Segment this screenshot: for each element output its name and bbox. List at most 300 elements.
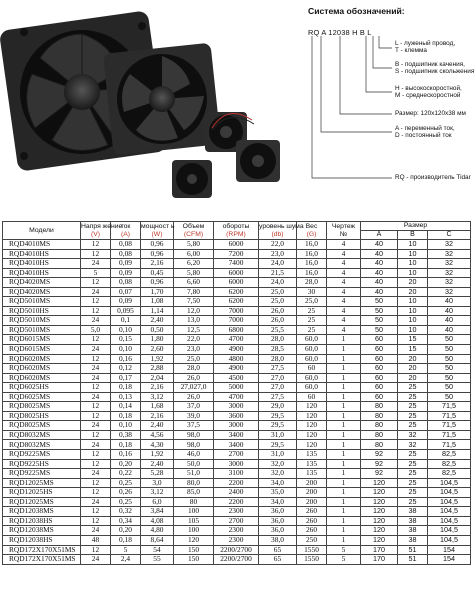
table-cell: 40 — [428, 325, 471, 335]
table-cell: 60 — [361, 383, 398, 393]
table-cell: 82,5 — [428, 450, 471, 460]
table-cell: 38 — [398, 516, 428, 526]
table-cell: 2200 — [214, 478, 259, 488]
legend-item-speed: H - высокоскоростной, M - среднескоростной — [395, 85, 462, 100]
table-cell: 25 — [398, 383, 428, 393]
table-cell: 37,0 — [174, 402, 214, 412]
table-cell: 38 — [398, 507, 428, 517]
table-cell: 4,30 — [141, 440, 174, 450]
table-cell: 1 — [327, 459, 361, 469]
table-cell: 27,5 — [259, 392, 297, 402]
table-cell: 28,0 — [259, 335, 297, 345]
table-cell: 21,5 — [259, 268, 297, 278]
table-cell: 200 — [297, 497, 327, 507]
table-cell: 39,0 — [174, 411, 214, 421]
table-cell: 20 — [398, 278, 428, 288]
table-cell: 80 — [361, 421, 398, 431]
table-cell: 10 — [398, 259, 428, 269]
table-cell: 120 — [361, 488, 398, 498]
table-cell: 32,0 — [259, 469, 297, 479]
table-cell: 25 — [398, 488, 428, 498]
table-cell: 1 — [327, 478, 361, 488]
table-cell: 1 — [327, 497, 361, 507]
table-cell: RQD6015MS — [3, 335, 81, 345]
table-cell: 28,0 — [174, 364, 214, 374]
table-cell: 50 — [428, 383, 471, 393]
table-row — [3, 259, 471, 269]
table-cell: 3400 — [214, 440, 259, 450]
table-cell: 12 — [81, 507, 111, 517]
table-cell: 38 — [398, 535, 428, 545]
table-cell: 25 — [398, 478, 428, 488]
table-cell: 5,0 — [81, 325, 111, 335]
table-cell: 2,16 — [141, 383, 174, 393]
table-cell: 6000 — [214, 278, 259, 288]
table-cell: 1 — [327, 516, 361, 526]
table-cell: RQD6025HS — [3, 383, 81, 393]
table-cell: 34,0 — [259, 497, 297, 507]
table-cell: 0,1 — [111, 316, 141, 326]
col-header-model: Модели — [3, 222, 81, 240]
table-cell: 4 — [327, 287, 361, 297]
table-cell: 51,0 — [174, 469, 214, 479]
table-cell: 40 — [428, 306, 471, 316]
table-cell: 12 — [81, 402, 111, 412]
table-cell: 50 — [428, 335, 471, 345]
table-cell: 10 — [398, 249, 428, 259]
table-cell: 135 — [297, 469, 327, 479]
table-cell: 51 — [398, 545, 428, 555]
table-cell: 10 — [398, 268, 428, 278]
fan-specs-rows — [3, 240, 471, 565]
table-cell: 1 — [327, 507, 361, 517]
col-header-current: ток (A) — [111, 222, 141, 240]
table-cell: 38 — [398, 526, 428, 536]
table-cell: 1 — [327, 469, 361, 479]
col-header-weight: Вес (G) — [297, 222, 327, 240]
table-row — [3, 278, 471, 288]
table-cell: 24 — [81, 364, 111, 374]
table-cell: 15 — [398, 335, 428, 345]
table-cell: 12 — [81, 516, 111, 526]
table-cell: 7000 — [214, 306, 259, 316]
table-cell: 1 — [327, 402, 361, 412]
table-cell: 4700 — [214, 335, 259, 345]
table-cell: 1,92 — [141, 354, 174, 364]
table-cell: 104,5 — [428, 535, 471, 545]
table-cell: 0,96 — [141, 249, 174, 259]
table-cell: 6200 — [214, 297, 259, 307]
table-cell: 4 — [327, 297, 361, 307]
table-cell: 4,56 — [141, 430, 174, 440]
table-cell: 1,08 — [141, 297, 174, 307]
table-cell: 27,027,0 — [174, 383, 214, 393]
table-cell: 25 — [398, 459, 428, 469]
table-cell: 4 — [327, 268, 361, 278]
table-cell: 31,0 — [259, 450, 297, 460]
col-header-size-b: B — [398, 231, 428, 240]
table-cell: 60 — [361, 364, 398, 374]
table-cell: 135 — [297, 459, 327, 469]
table-cell: 27,5 — [259, 364, 297, 374]
table-cell: 6,00 — [174, 249, 214, 259]
table-cell: 3100 — [214, 469, 259, 479]
col-header-airflow: Объем (CFM) — [174, 222, 214, 240]
table-cell: 12 — [81, 249, 111, 259]
col-header-voltage: Напря жение (V) — [81, 222, 123, 238]
table-cell: 200 — [297, 478, 327, 488]
table-cell: 38,0 — [259, 535, 297, 545]
table-cell: 24 — [81, 316, 111, 326]
table-cell: 0,32 — [111, 507, 141, 517]
table-cell: 12 — [81, 488, 111, 498]
table-cell: 0,22 — [111, 469, 141, 479]
table-cell: 13,0 — [174, 316, 214, 326]
table-cell: 7,80 — [174, 287, 214, 297]
table-cell: 71,5 — [428, 421, 471, 431]
table-cell: 4 — [327, 325, 361, 335]
table-cell: 120 — [297, 440, 327, 450]
table-cell: 0,08 — [111, 278, 141, 288]
table-cell: 24 — [81, 345, 111, 355]
table-cell: 4900 — [214, 345, 259, 355]
table-cell: 40 — [361, 287, 398, 297]
table-cell: 12 — [81, 335, 111, 345]
table-cell: 5,80 — [174, 240, 214, 250]
table-cell: 40 — [361, 268, 398, 278]
table-cell: 2,04 — [141, 373, 174, 383]
table-cell: 12 — [81, 545, 111, 555]
table-cell: 82,5 — [428, 459, 471, 469]
medium-fan-image — [103, 43, 221, 156]
table-cell: 0,09 — [111, 297, 141, 307]
table-cell: 60,0 — [297, 373, 327, 383]
table-cell: 5,80 — [174, 268, 214, 278]
table-cell: RQD12038MS — [3, 526, 81, 536]
table-cell: 0,16 — [111, 354, 141, 364]
table-cell: 51 — [398, 555, 428, 565]
table-cell: 60 — [361, 373, 398, 383]
table-cell: 55 — [141, 555, 174, 565]
table-cell: 60 — [361, 354, 398, 364]
table-row — [3, 450, 471, 460]
table-cell: RQD9225HS — [3, 459, 81, 469]
table-cell: 10 — [398, 297, 428, 307]
table-cell: 60 — [297, 392, 327, 402]
table-cell: 80,0 — [174, 478, 214, 488]
table-cell: 0,18 — [111, 383, 141, 393]
table-cell: 4,80 — [141, 526, 174, 536]
table-cell: 80 — [174, 497, 214, 507]
table-cell: 104,5 — [428, 516, 471, 526]
table-cell: 12 — [81, 297, 111, 307]
table-cell: RQD6020MS — [3, 364, 81, 374]
table-cell: 0,10 — [111, 345, 141, 355]
table-cell: 23,0 — [174, 345, 214, 355]
table-cell: 20 — [398, 373, 428, 383]
table-cell: 71,5 — [428, 411, 471, 421]
table-cell: RQD4020MS — [3, 287, 81, 297]
table-cell: 85,0 — [174, 488, 214, 498]
table-cell: 100 — [174, 507, 214, 517]
table-cell: 25,5 — [259, 325, 297, 335]
table-cell: 40 — [361, 249, 398, 259]
table-cell: 104,5 — [428, 507, 471, 517]
table-cell: 120 — [361, 516, 398, 526]
table-cell: 0,38 — [111, 430, 141, 440]
table-cell: 2300 — [214, 535, 259, 545]
table-cell: 25 — [398, 411, 428, 421]
legend-code: RQ A 12038 H B L — [308, 28, 372, 37]
legend-item-manufacturer: RQ - производитель Tidar — [395, 174, 471, 181]
table-cell: 4500 — [214, 373, 259, 383]
table-cell: 25 — [297, 306, 327, 316]
table-cell: 12 — [81, 450, 111, 460]
table-cell: 50 — [428, 373, 471, 383]
table-cell: 1 — [327, 383, 361, 393]
table-cell: 2,40 — [141, 421, 174, 431]
table-cell: 6,0 — [141, 497, 174, 507]
table-cell: 120 — [361, 526, 398, 536]
table-row — [3, 402, 471, 412]
legend-item-current: A - переменный ток, D - постоянный ток — [395, 125, 455, 140]
table-cell: 4 — [327, 306, 361, 316]
table-cell: 32 — [428, 287, 471, 297]
table-cell: 60,0 — [297, 383, 327, 393]
table-cell: 10 — [398, 306, 428, 316]
table-cell: 36,0 — [259, 516, 297, 526]
table-cell: 1 — [327, 526, 361, 536]
table-cell: 28,5 — [259, 345, 297, 355]
table-cell: 6000 — [214, 268, 259, 278]
table-cell: 1550 — [297, 555, 327, 565]
table-cell: 2200 — [214, 497, 259, 507]
table-cell: 29,5 — [259, 421, 297, 431]
table-cell: 30 — [297, 287, 327, 297]
table-cell: 50 — [428, 392, 471, 402]
legend-item-bearing: B - подшипник качения, S - подшипник скольжения — [395, 61, 474, 76]
table-cell: 71,5 — [428, 440, 471, 450]
table-cell: 2,16 — [141, 411, 174, 421]
table-cell: RQD4010MS — [3, 240, 81, 250]
table-cell: 65 — [259, 545, 297, 555]
table-cell: 0,18 — [111, 411, 141, 421]
table-cell: 4 — [327, 259, 361, 269]
table-cell: RQD5010HS — [3, 306, 81, 316]
table-cell: 0,10 — [111, 421, 141, 431]
table-cell: 71,5 — [428, 430, 471, 440]
table-cell: 28,0 — [259, 354, 297, 364]
table-cell: 3000 — [214, 402, 259, 412]
table-cell: 92 — [361, 469, 398, 479]
table-cell: RQD12025MS — [3, 497, 81, 507]
table-cell: 26,0 — [259, 316, 297, 326]
table-cell: 1,68 — [141, 402, 174, 412]
table-cell: 54 — [141, 545, 174, 555]
table-cell: 7,50 — [174, 297, 214, 307]
table-cell: 2,60 — [141, 345, 174, 355]
table-cell: RQD6025MS — [3, 392, 81, 402]
table-row — [3, 488, 471, 498]
table-cell: 2,16 — [141, 259, 174, 269]
table-cell: 0,095 — [111, 306, 141, 316]
table-cell: 50 — [361, 316, 398, 326]
table-cell: 3,84 — [141, 507, 174, 517]
table-cell: 104,5 — [428, 478, 471, 488]
table-cell: 16,0 — [297, 240, 327, 250]
table-cell: 7000 — [214, 316, 259, 326]
table-cell: 12 — [81, 383, 111, 393]
table-cell: 4800 — [214, 354, 259, 364]
table-cell: 120 — [361, 507, 398, 517]
table-cell: 92 — [361, 450, 398, 460]
table-cell: 50,0 — [174, 459, 214, 469]
table-cell: 104,5 — [428, 526, 471, 536]
table-cell: 25 — [398, 402, 428, 412]
table-cell: RQD8032MS — [3, 440, 81, 450]
table-cell: 15 — [398, 345, 428, 355]
table-cell: 5 — [111, 545, 141, 555]
table-cell: 3000 — [214, 459, 259, 469]
legend-title: Система обозначений: — [308, 6, 405, 16]
table-cell: 12 — [81, 278, 111, 288]
table-cell: 154 — [428, 555, 471, 565]
table-cell: 105 — [174, 516, 214, 526]
table-cell: 60 — [361, 392, 398, 402]
table-cell: 40 — [361, 278, 398, 288]
table-cell: 12,0 — [174, 306, 214, 316]
table-cell: 6,60 — [174, 278, 214, 288]
table-cell: 2,4 — [111, 555, 141, 565]
table-cell: 16,0 — [297, 268, 327, 278]
table-cell: 60 — [361, 335, 398, 345]
table-cell: 32,0 — [259, 459, 297, 469]
table-cell: 48 — [81, 535, 111, 545]
table-cell: 0,34 — [111, 516, 141, 526]
table-cell: 50 — [361, 325, 398, 335]
table-cell: 50 — [428, 354, 471, 364]
table-cell: 0,10 — [111, 325, 141, 335]
table-cell: 5,28 — [141, 469, 174, 479]
table-cell: 25,0 — [297, 297, 327, 307]
table-cell: 104,5 — [428, 488, 471, 498]
table-cell: 1,80 — [141, 335, 174, 345]
table-cell: 12 — [81, 478, 111, 488]
table-cell: 0,13 — [111, 392, 141, 402]
table-cell: RQD9225MS — [3, 469, 81, 479]
table-cell: 0,17 — [111, 373, 141, 383]
table-cell: 0,07 — [111, 287, 141, 297]
table-cell: 1 — [327, 373, 361, 383]
table-cell: 12 — [81, 430, 111, 440]
table-cell: 25 — [398, 421, 428, 431]
table-cell: 7400 — [214, 259, 259, 269]
col-header-noise: уровень шума (db) — [259, 222, 304, 238]
table-cell: 32 — [428, 249, 471, 259]
table-cell: 29,5 — [259, 411, 297, 421]
table-row — [3, 507, 471, 517]
col-header-size: Размер — [361, 222, 471, 231]
table-cell: 1 — [327, 364, 361, 374]
table-cell: 2300 — [214, 526, 259, 536]
table-cell: RQD8025HS — [3, 411, 81, 421]
table-cell: 35,0 — [259, 488, 297, 498]
table-cell: 46,0 — [174, 450, 214, 460]
table-cell: 250 — [297, 535, 327, 545]
table-cell: 22,0 — [259, 240, 297, 250]
table-cell: 24 — [81, 287, 111, 297]
table-row — [3, 345, 471, 355]
col-header-drawing: Чертеж № — [327, 222, 361, 240]
table-cell: RQD4010HS — [3, 249, 81, 259]
table-cell: 2700 — [214, 516, 259, 526]
table-cell: 50 — [361, 297, 398, 307]
table-cell: 12 — [81, 459, 111, 469]
table-cell: 1 — [327, 488, 361, 498]
table-cell: 82,5 — [428, 469, 471, 479]
table-cell: 34,0 — [259, 478, 297, 488]
table-cell: 1 — [327, 450, 361, 460]
table-cell: 2700 — [214, 450, 259, 460]
table-cell: 25,0 — [259, 297, 297, 307]
table-cell: 60 — [297, 364, 327, 374]
table-cell: 27,0 — [259, 373, 297, 383]
table-cell: 2,88 — [141, 364, 174, 374]
table-cell: RQD6020MS — [3, 373, 81, 383]
table-cell: 92 — [361, 459, 398, 469]
table-cell: RQD4020MS — [3, 278, 81, 288]
table-cell: 2300 — [214, 507, 259, 517]
table-cell: 4 — [327, 249, 361, 259]
table-cell: 24 — [81, 526, 111, 536]
table-cell: 0,08 — [111, 240, 141, 250]
table-cell: 25 — [398, 497, 428, 507]
table-cell: 0,45 — [141, 268, 174, 278]
col-header-size-a: A — [361, 231, 398, 240]
table-cell: 32 — [398, 430, 428, 440]
col-header-speed: обороты (RPM) — [214, 222, 259, 240]
table-cell: 12,5 — [174, 325, 214, 335]
table-cell: 40 — [361, 240, 398, 250]
table-cell: 0,18 — [111, 535, 141, 545]
table-cell: 2400 — [214, 488, 259, 498]
table-cell: 0,08 — [111, 249, 141, 259]
table-cell: 32 — [428, 268, 471, 278]
table-cell: 24 — [81, 421, 111, 431]
table-cell: 120 — [361, 535, 398, 545]
table-cell: 120 — [174, 535, 214, 545]
table-cell: RQD172X170X51MS — [3, 555, 81, 565]
table-row — [3, 535, 471, 545]
table-cell: 120 — [361, 497, 398, 507]
table-cell: 5 — [327, 545, 361, 555]
table-cell: 32 — [428, 278, 471, 288]
table-row — [3, 364, 471, 374]
table-cell: 24 — [81, 259, 111, 269]
table-cell: 80 — [361, 411, 398, 421]
table-cell: 40 — [428, 316, 471, 326]
table-cell: 25,0 — [259, 287, 297, 297]
table-cell: 260 — [297, 526, 327, 536]
table-cell: RQD12038HS — [3, 535, 81, 545]
table-cell: 0,09 — [111, 259, 141, 269]
table-cell: 22,0 — [174, 335, 214, 345]
table-cell: 1 — [327, 392, 361, 402]
table-cell: 0,20 — [111, 526, 141, 536]
table-cell: 32 — [428, 240, 471, 250]
table-cell: 3600 — [214, 411, 259, 421]
table-cell: 60,0 — [297, 354, 327, 364]
